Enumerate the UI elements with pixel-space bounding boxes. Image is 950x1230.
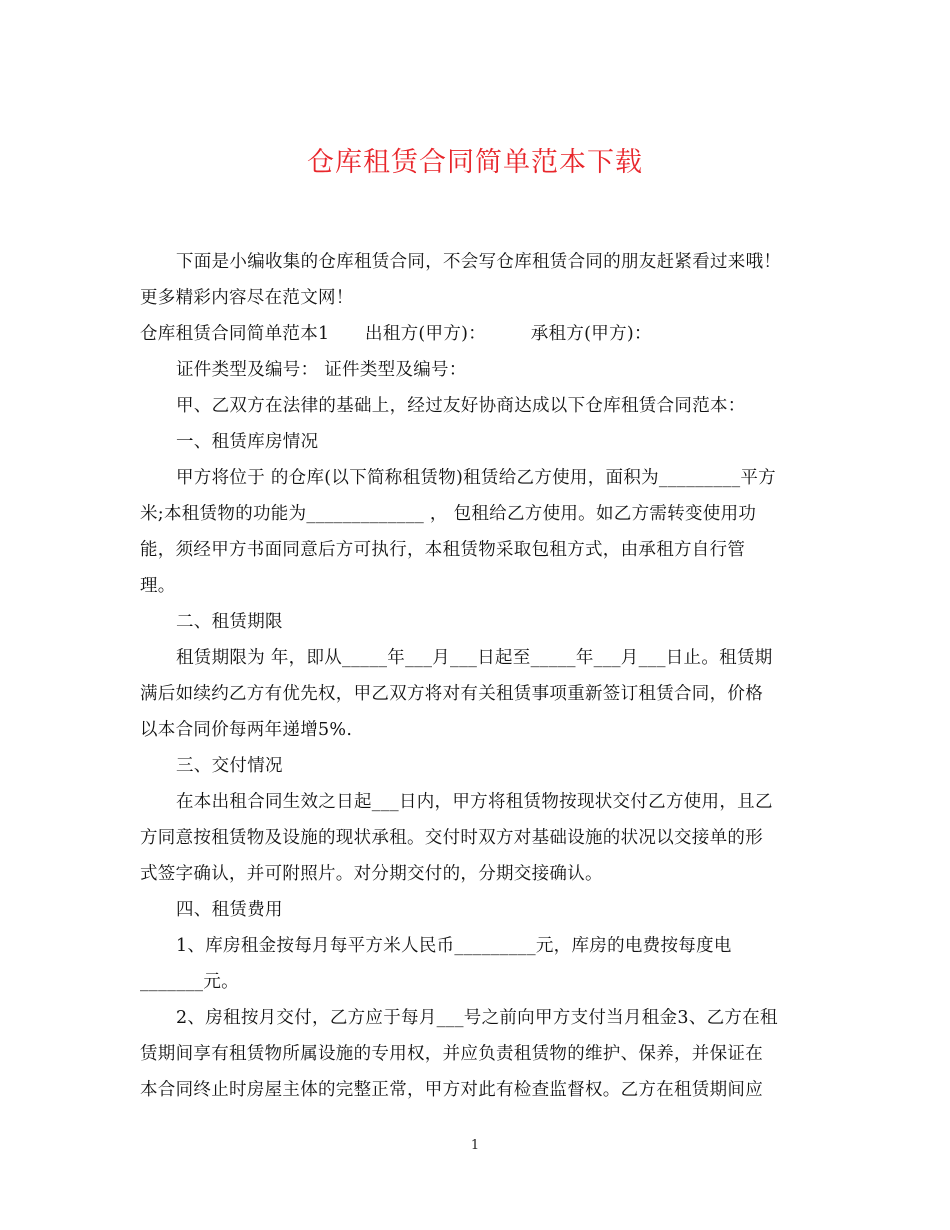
intro-line-2: 更多精彩内容尽在范文网！ [140, 288, 354, 308]
paragraph-line: 租赁期限为 年，即从_____年___月___日起至_____年___月___日止。租赁期 [176, 648, 773, 668]
paragraph-line: 本合同终止时房屋主体的完整正常，甲方对此有检查监督权。乙方在租赁期间应 [140, 1080, 763, 1100]
document-title: 仓库租赁合同简单范本下载 [307, 147, 643, 178]
section-heading-2: 二、租赁期限 [176, 612, 283, 632]
paragraph-line: _______元。 [140, 972, 239, 992]
paragraph-line: 满后如续约乙方有优先权，甲乙双方将对有关租赁事项重新签订租赁合同，价格 [140, 684, 763, 704]
paragraph-line: 理。 [140, 576, 176, 596]
paragraph-line: 甲方将位于 的仓库(以下简称租赁物)租赁给乙方使用，面积为_________平方 [176, 468, 776, 488]
paragraph-line: 赁期间享有租赁物所属设施的专用权，并应负责租赁物的维护、保养，并保证在 [140, 1044, 763, 1064]
intro-line-1: 下面是小编收集的仓库租赁合同，不会写仓库租赁合同的朋友赶紧看过来哦！ [176, 252, 782, 272]
paragraph-line: 式签字确认，并可附照片。对分期交付的，分期交接确认。 [140, 864, 603, 884]
paragraph-line: 方同意按租赁物及设施的现状承租。交付时双方对基础设施的状况以交接单的形 [140, 828, 763, 848]
page-number: 1 [470, 1138, 480, 1153]
section-heading-3: 三、交付情况 [176, 756, 283, 776]
agreement-line: 甲、乙双方在法律的基础上，经过友好协商达成以下仓库租赁合同范本： [176, 396, 746, 416]
paragraph-line: 米;本租赁物的功能为_____________ ， 包租给乙方使用。如乙方需转变使用功 [140, 504, 757, 524]
id-type-line: 证件类型及编号： 证件类型及编号： [176, 360, 467, 380]
section-heading-4: 四、租赁费用 [176, 900, 283, 920]
parties-line: 仓库租赁合同简单范本1 出租方(甲方)： 承租方(甲方)： [140, 324, 652, 344]
paragraph-line: 2、房租按月交付，乙方应于每月___号之前向甲方支付当月租金3、乙方在租 [176, 1008, 778, 1028]
paragraph-line: 在本出租合同生效之日起___日内，甲方将租赁物按现状交付乙方使用，且乙 [176, 792, 773, 812]
paragraph-line: 以本合同价每两年递增5%. [140, 720, 353, 740]
section-heading-1: 一、租赁库房情况 [176, 432, 319, 452]
paragraph-line: 1、库房租金按每月每平方米人民币_________元，库房的电费按每度电 [176, 936, 732, 956]
document-body [140, 244, 812, 1108]
paragraph-line: 能，须经甲方书面同意后方可执行，本租赁物采取包租方式，由承租方自行管 [140, 540, 746, 560]
